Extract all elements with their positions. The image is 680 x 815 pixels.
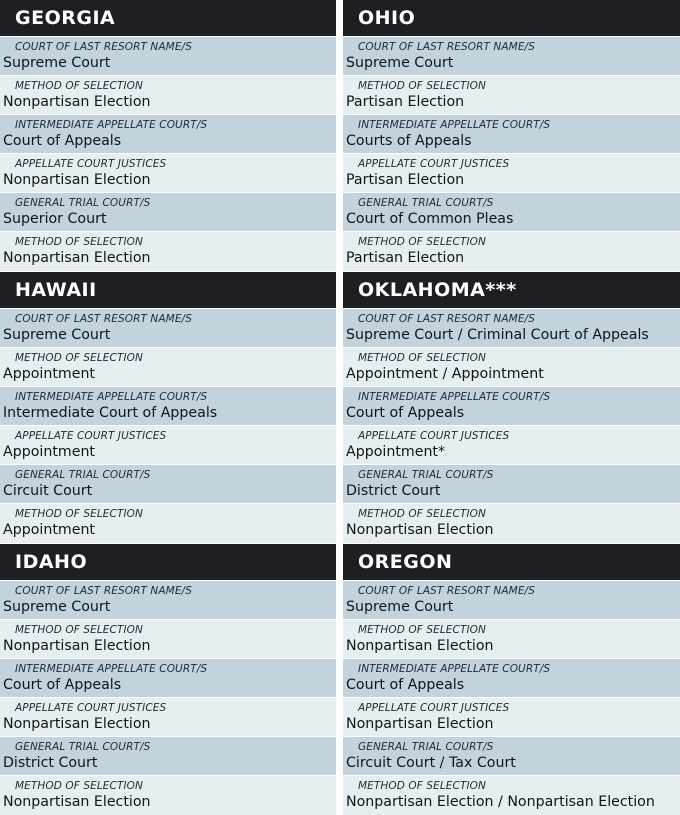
trial-method-of-selection-row	[343, 504, 680, 543]
row-value: Nonpartisan Election	[346, 716, 494, 732]
general-trial-row	[0, 465, 336, 504]
row-label: COURT OF LAST RESORT NAME/S	[15, 41, 192, 53]
row-label: INTERMEDIATE APPELLATE COURT/S	[358, 663, 551, 675]
state-name: HAWAII	[0, 272, 336, 309]
row-value: Appointment*	[346, 444, 446, 460]
method-of-selection-row	[0, 348, 336, 387]
row-label: COURT OF LAST RESORT NAME/S	[358, 41, 535, 53]
row-label: COURT OF LAST RESORT NAME/S	[358, 313, 535, 325]
state-card-oklahoma	[343, 272, 680, 544]
intermediate-appellate-row	[343, 387, 680, 426]
row-label: APPELLATE COURT JUSTICES	[358, 702, 510, 714]
row-label: INTERMEDIATE APPELLATE COURT/S	[15, 119, 208, 131]
row-label: METHOD OF SELECTION	[358, 80, 486, 92]
state-name: OKLAHOMA***	[343, 272, 680, 309]
state-card-ohio	[343, 0, 680, 272]
row-value: Appointment	[3, 366, 95, 382]
intermediate-appellate-row	[343, 115, 680, 154]
appellate-justices-row	[0, 154, 336, 193]
row-value: Supreme Court	[3, 327, 111, 343]
row-label: METHOD OF SELECTION	[15, 508, 143, 520]
intermediate-appellate-row	[0, 659, 336, 698]
court-of-last-resort-row	[0, 581, 336, 620]
row-label: GENERAL TRIAL COURT/S	[358, 469, 494, 481]
row-label: APPELLATE COURT JUSTICES	[15, 158, 167, 170]
method-of-selection-row	[0, 620, 336, 659]
row-value: Court of Appeals	[346, 405, 465, 421]
row-label: APPELLATE COURT JUSTICES	[15, 430, 167, 442]
row-label: INTERMEDIATE APPELLATE COURT/S	[358, 119, 551, 131]
court-of-last-resort-row	[0, 37, 336, 76]
appellate-justices-row	[343, 154, 680, 193]
row-label: APPELLATE COURT JUSTICES	[15, 702, 167, 714]
state-card-oregon	[343, 544, 680, 815]
state-name: OREGON	[343, 544, 680, 581]
trial-method-of-selection-row	[0, 776, 336, 815]
row-value: Superior Court	[3, 211, 107, 227]
trial-method-of-selection-row	[0, 232, 336, 271]
intermediate-appellate-row	[0, 115, 336, 154]
row-value: Partisan Election	[346, 94, 465, 110]
row-label: METHOD OF SELECTION	[15, 236, 143, 248]
appellate-justices-row	[0, 426, 336, 465]
appellate-justices-row	[0, 698, 336, 737]
row-value: Intermediate Court of Appeals	[3, 405, 218, 421]
row-label: INTERMEDIATE APPELLATE COURT/S	[15, 391, 208, 403]
row-value: Circuit Court / Tax Court	[346, 755, 516, 771]
row-label: GENERAL TRIAL COURT/S	[358, 741, 494, 753]
row-value: Nonpartisan Election	[346, 522, 494, 538]
court-of-last-resort-row	[0, 309, 336, 348]
court-of-last-resort-row	[343, 37, 680, 76]
row-value: Supreme Court	[346, 599, 454, 615]
row-value: Circuit Court	[3, 483, 93, 499]
row-value: Appointment / Appointment	[346, 366, 544, 382]
row-label: METHOD OF SELECTION	[15, 80, 143, 92]
row-value: Nonpartisan Election	[346, 638, 494, 654]
row-value: Court of Appeals	[3, 677, 122, 693]
court-of-last-resort-row	[343, 581, 680, 620]
method-of-selection-row	[0, 76, 336, 115]
method-of-selection-row	[343, 348, 680, 387]
row-value: Court of Appeals	[3, 133, 122, 149]
trial-method-of-selection-row	[343, 232, 680, 271]
trial-method-of-selection-row	[0, 504, 336, 543]
row-value: Supreme Court	[346, 55, 454, 71]
state-card-idaho	[0, 544, 336, 815]
row-label: COURT OF LAST RESORT NAME/S	[15, 585, 192, 597]
row-label: GENERAL TRIAL COURT/S	[358, 197, 494, 209]
row-label: GENERAL TRIAL COURT/S	[15, 197, 151, 209]
row-label: APPELLATE COURT JUSTICES	[358, 430, 510, 442]
general-trial-row	[343, 193, 680, 232]
method-of-selection-row	[343, 76, 680, 115]
row-value: Partisan Election	[346, 172, 465, 188]
row-value: Nonpartisan Election	[3, 638, 151, 654]
state-name: IDAHO	[0, 544, 336, 581]
row-value: Nonpartisan Election	[3, 716, 151, 732]
row-label: METHOD OF SELECTION	[358, 508, 486, 520]
row-value: Supreme Court	[3, 55, 111, 71]
state-card-georgia	[0, 0, 336, 272]
row-label: INTERMEDIATE APPELLATE COURT/S	[15, 663, 208, 675]
intermediate-appellate-row	[343, 659, 680, 698]
state-name: OHIO	[343, 0, 680, 37]
trial-method-of-selection-row	[343, 776, 680, 815]
general-trial-row	[343, 737, 680, 776]
appellate-justices-row	[343, 698, 680, 737]
row-value: Nonpartisan Election	[3, 172, 151, 188]
row-label: GENERAL TRIAL COURT/S	[15, 741, 151, 753]
general-trial-row	[343, 465, 680, 504]
row-label: COURT OF LAST RESORT NAME/S	[15, 313, 192, 325]
row-value: District Court	[346, 483, 441, 499]
row-value: Courts of Appeals	[346, 133, 472, 149]
general-trial-row	[0, 193, 336, 232]
row-label: METHOD OF SELECTION	[358, 352, 486, 364]
row-value: Partisan Election	[346, 250, 465, 266]
row-value: Appointment	[3, 522, 95, 538]
row-label: METHOD OF SELECTION	[15, 352, 143, 364]
court-of-last-resort-row	[343, 309, 680, 348]
row-label: INTERMEDIATE APPELLATE COURT/S	[358, 391, 551, 403]
row-value: Appointment	[3, 444, 95, 460]
row-label: METHOD OF SELECTION	[358, 780, 486, 792]
row-label: METHOD OF SELECTION	[15, 624, 143, 636]
row-value: Supreme Court	[3, 599, 111, 615]
row-label: COURT OF LAST RESORT NAME/S	[358, 585, 535, 597]
row-value: Nonpartisan Election / Nonpartisan Election	[346, 794, 655, 810]
row-value: Nonpartisan Election	[3, 94, 151, 110]
row-value: Court of Appeals	[346, 677, 465, 693]
intermediate-appellate-row	[0, 387, 336, 426]
row-value: District Court	[3, 755, 98, 771]
state-card-hawaii	[0, 272, 336, 544]
appellate-justices-row	[343, 426, 680, 465]
row-label: GENERAL TRIAL COURT/S	[15, 469, 151, 481]
row-label: METHOD OF SELECTION	[15, 780, 143, 792]
method-of-selection-row	[343, 620, 680, 659]
row-value: Nonpartisan Election	[3, 794, 151, 810]
row-value: Nonpartisan Election	[3, 250, 151, 266]
row-value: Supreme Court / Criminal Court of Appeals	[346, 327, 649, 343]
row-label: METHOD OF SELECTION	[358, 236, 486, 248]
row-label: METHOD OF SELECTION	[358, 624, 486, 636]
row-value: Court of Common Pleas	[346, 211, 514, 227]
general-trial-row	[0, 737, 336, 776]
state-name: GEORGIA	[0, 0, 336, 37]
row-label: APPELLATE COURT JUSTICES	[358, 158, 510, 170]
